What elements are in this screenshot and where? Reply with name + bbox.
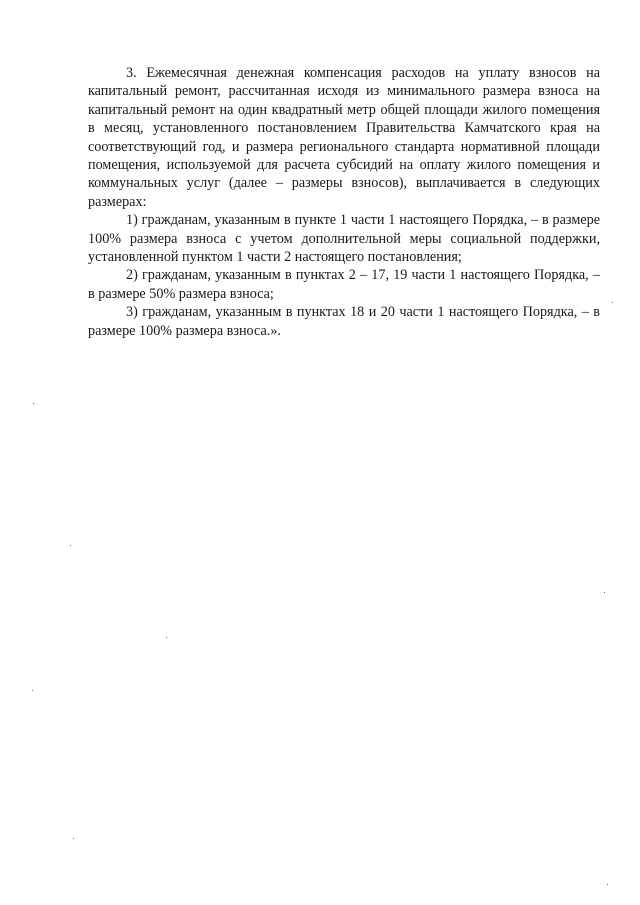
paragraph-item-3: 3) гражданам, указанным в пунктах 18 и 20 части 1 настоящего Порядка, – в размере 100% размера взноса.».	[88, 304, 600, 339]
scan-speck	[73, 838, 74, 839]
scan-speck	[604, 592, 605, 593]
scan-speck	[32, 690, 33, 691]
scan-speck	[166, 637, 167, 638]
scan-speck	[70, 545, 71, 546]
document-body	[88, 64, 600, 340]
scan-speck	[607, 884, 608, 885]
paragraph-item-1: 1) гражданам, указанным в пункте 1 части 1 настоящего Порядка, – в размере 100% размера взноса с учетом дополнительной меры социальной поддержки, установленной пунктом 1 части 2 настоящего постановления;	[88, 212, 600, 266]
scan-speck	[612, 302, 613, 303]
paragraph-item-2: 2) гражданам, указанным в пунктах 2 – 17, 19 части 1 настоящего Порядка, – в размере 50% размера взноса;	[88, 267, 600, 302]
paragraph-compensation-clause: 3. Ежемесячная денежная компенсация расходов на уплату взносов на капитальный ремонт, рассчитанная исходя из минимального размера взноса на капитальный ремонт на один квадратный метр общей площади жилого помещения в месяц, установленного постановлением Правительства Камчатского края на соответствующий год, и размера регионального стандарта нормативной площади помещения, используемой для расчета субсидий на оплату жилого помещения и коммунальных услуг (далее – размеры взносов), выплачивается в следующих размерах:	[88, 65, 600, 210]
scan-speck	[33, 403, 34, 404]
